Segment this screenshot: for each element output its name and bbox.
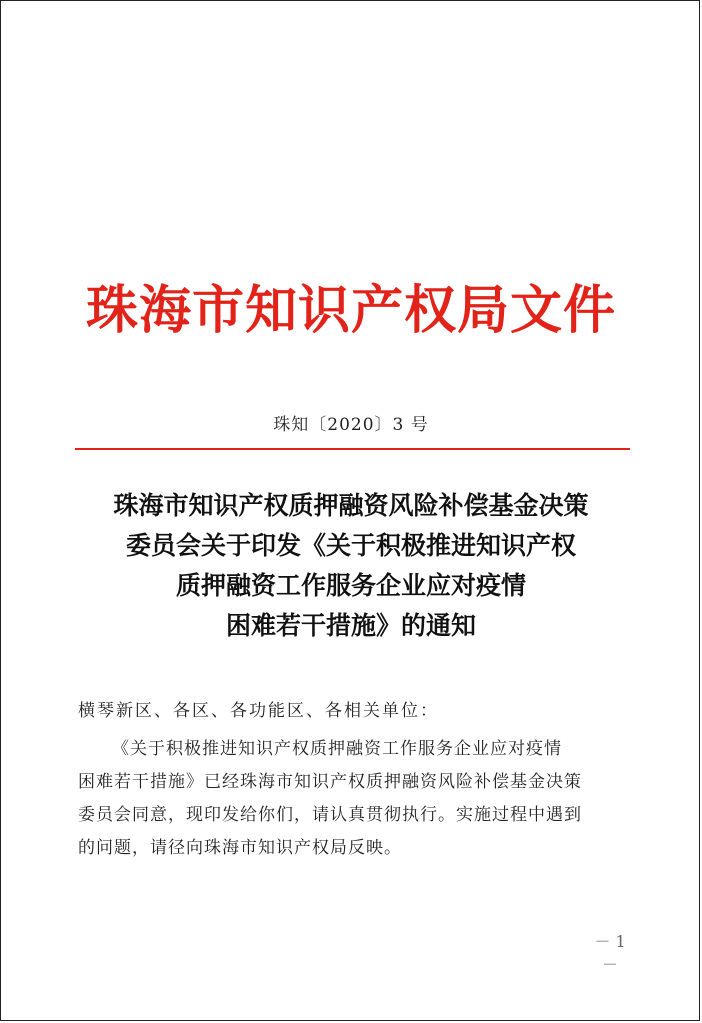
masthead-title: 珠海市知识产权局文件 xyxy=(85,280,616,341)
body-line: 《关于积极推进知识产权质押融资工作服务企业应对疫情 xyxy=(112,739,562,759)
body-line: 委员会同意，现印发给你们，请认真贯彻执行。实施过程中遇到 xyxy=(78,805,582,825)
notice-title xyxy=(40,486,662,646)
body-paragraph xyxy=(78,733,633,865)
page-number: － 1 － xyxy=(594,932,626,974)
red-divider-line xyxy=(75,448,630,450)
body-line: 困难若干措施》已经珠海市知识产权质押融资风险补偿基金决策 xyxy=(78,772,582,792)
title-line: 珠海市知识产权质押融资风险补偿基金决策 xyxy=(113,491,589,520)
document-number: 珠知〔2020〕3 号 xyxy=(273,415,429,435)
body-line: 的问题，请径向珠海市知识产权局反映。 xyxy=(78,838,402,858)
title-line: 委员会关于印发《关于积极推进知识产权 xyxy=(125,531,576,560)
title-line: 困难若干措施》的通知 xyxy=(225,611,476,640)
salutation: 横琴新区、各区、各功能区、各相关单位： xyxy=(78,701,439,721)
title-line: 质押融资工作服务企业应对疫情 xyxy=(175,571,526,600)
